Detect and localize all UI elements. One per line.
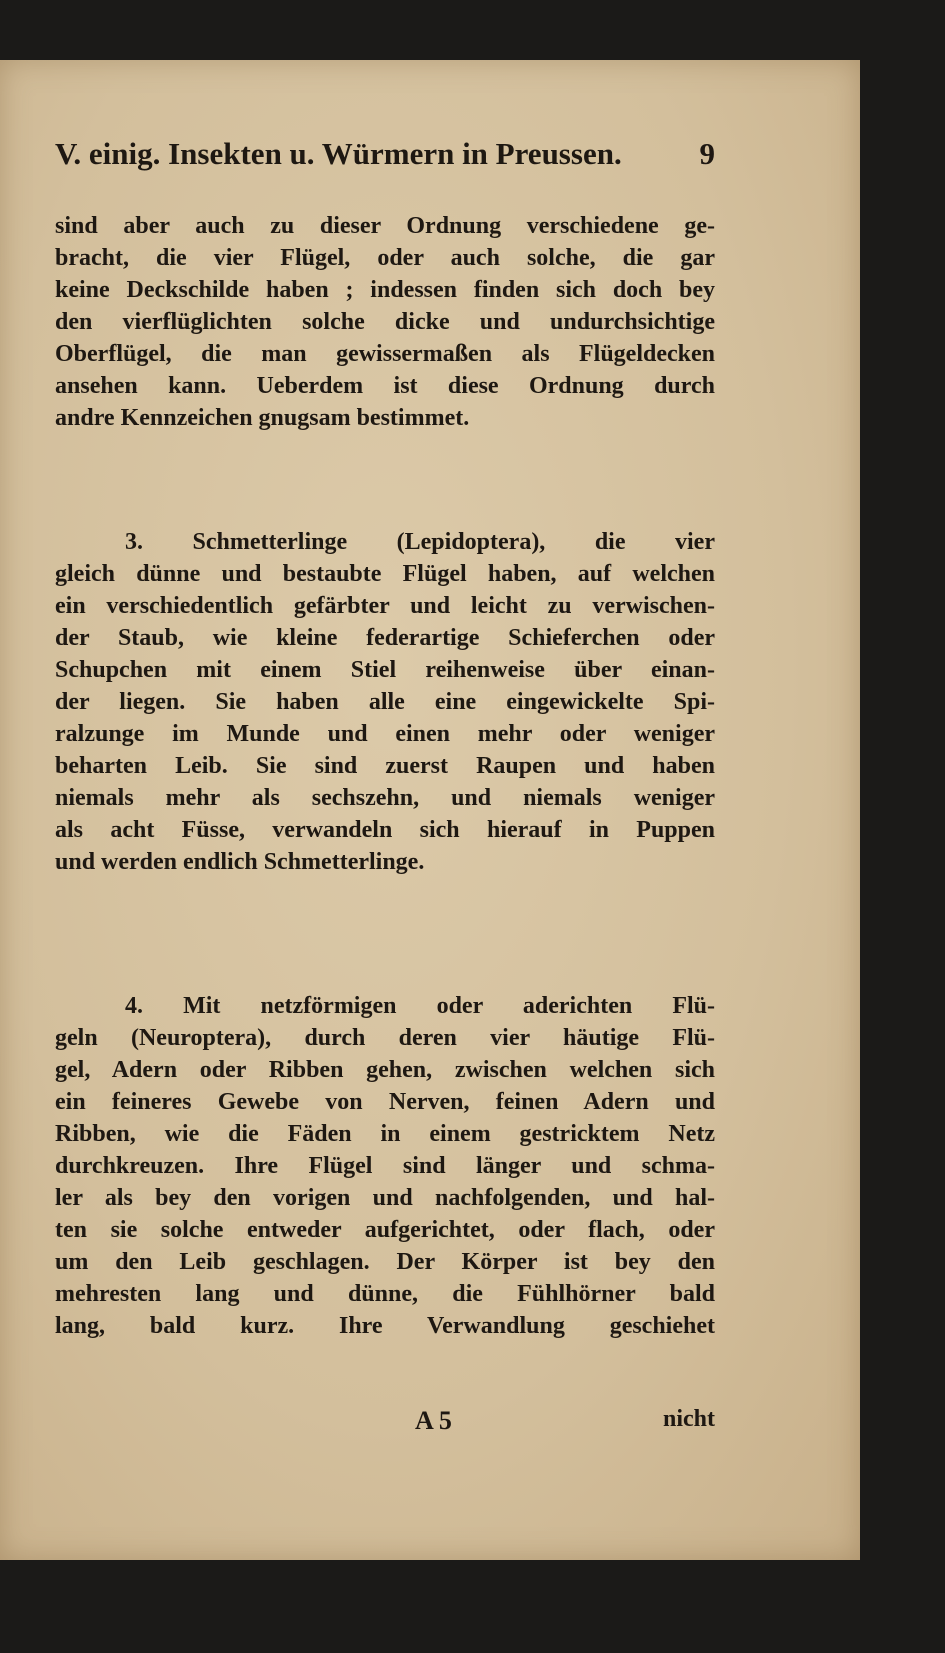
text-line: beharten Leib. Sie sind zuerst Raupen und haben	[55, 753, 715, 779]
signature-mark: A 5	[415, 1406, 452, 1435]
text-line: 3. Schmetterlinge (Lepidoptera), die vier	[125, 529, 715, 555]
text-line: 4. Mit netzförmigen oder aderichten Flü-	[125, 993, 715, 1019]
catchword: nicht	[662, 1406, 715, 1432]
running-header	[55, 136, 715, 172]
text-line: als acht Füsse, verwandeln sich hierauf in Puppen	[55, 817, 715, 843]
text-line: lang, bald kurz. Ihre Verwandlung geschiehet	[55, 1313, 715, 1339]
text-line: gleich dünne und bestaubte Flügel haben, auf welchen	[55, 561, 715, 587]
text-line: und werden endlich Schmetterlinge.	[55, 849, 425, 875]
text-line: niemals mehr als sechszehn, und niemals weniger	[55, 785, 715, 811]
text-line: ten sie solche entweder aufgerichtet, oder flach, oder	[55, 1217, 715, 1243]
text-line: der Staub, wie kleine federartige Schieferchen oder	[55, 625, 715, 651]
text-line: ralzunge im Munde und einen mehr oder weniger	[55, 721, 715, 747]
running-title: V. einig. Insekten u. Würmern in Preussen.	[55, 136, 622, 171]
book-page	[0, 60, 860, 1560]
text-line: um den Leib geschlagen. Der Körper ist bey den	[55, 1249, 715, 1275]
text-line: ansehen kann. Ueberdem ist diese Ordnung durch	[55, 373, 715, 399]
text-line: geln (Neuroptera), durch deren vier häutige Flü-	[55, 1025, 715, 1051]
text-line: ein feineres Gewebe von Nerven, feinen Adern und	[55, 1089, 715, 1115]
text-line: andre Kennzeichen gnugsam bestimmet.	[55, 405, 470, 431]
page-number: 9	[699, 136, 715, 171]
text-line: Oberflügel, die man gewissermaßen als Flügeldecken	[55, 341, 715, 367]
text-line: keine Deckschilde haben ; indessen finden sich doch bey	[55, 277, 715, 303]
paragraph-neuroptera	[55, 990, 715, 1342]
text-line: Schupchen mit einem Stiel reihenweise über einan-	[55, 657, 715, 683]
text-line: mehresten lang und dünne, die Fühlhörner bald	[55, 1281, 715, 1307]
page-footer	[55, 1406, 715, 1442]
text-line: den vierflüglichten solche dicke und undurchsichtige	[55, 309, 715, 335]
text-line: ein verschiedentlich gefärbter und leicht zu verwischen-	[55, 593, 715, 619]
text-line: der liegen. Sie haben alle eine eingewickelte Spi-	[55, 689, 715, 715]
text-line: sind aber auch zu dieser Ordnung verschiedene ge-	[55, 213, 715, 239]
text-line: durchkreuzen. Ihre Flügel sind länger und schma-	[55, 1153, 715, 1179]
paragraph-1	[55, 210, 715, 434]
text-line: bracht, die vier Flügel, oder auch solche, die gar	[55, 245, 715, 271]
text-line: gel, Adern oder Ribben gehen, zwischen welchen sich	[55, 1057, 715, 1083]
text-line: Ribben, wie die Fäden in einem gestricktem Netz	[55, 1121, 715, 1147]
text-line: ler als bey den vorigen und nachfolgenden, und hal-	[55, 1185, 715, 1211]
paragraph-lepidoptera	[55, 526, 715, 878]
